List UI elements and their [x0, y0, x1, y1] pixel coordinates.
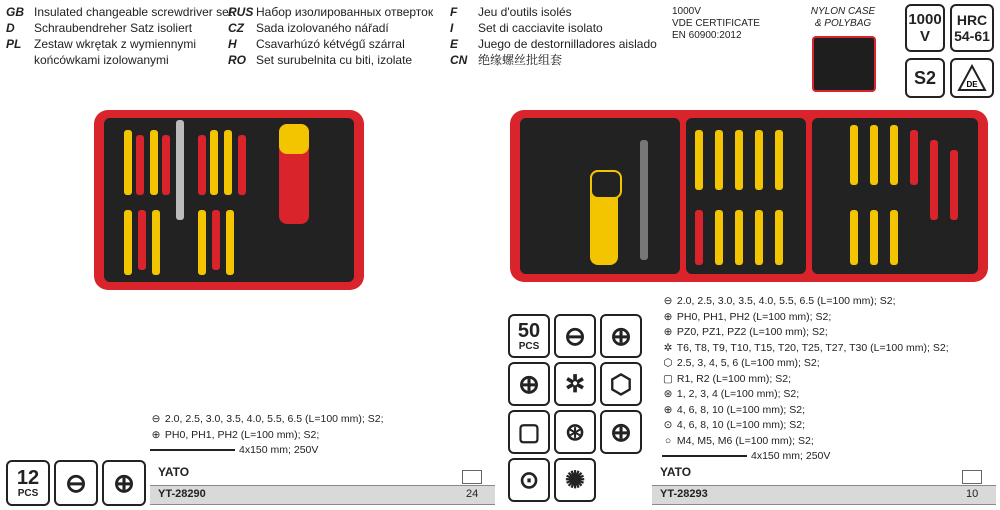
hrc-label: HRC — [956, 12, 988, 28]
spec-line — [662, 341, 949, 357]
hex-icon: ⬡ — [600, 362, 642, 406]
left-set-pouch-image — [94, 110, 364, 290]
vde-badge — [950, 58, 994, 98]
spec-line — [662, 372, 949, 388]
nylon-case-image — [812, 36, 876, 92]
lang-code: F — [450, 5, 458, 19]
xzn-icon: ✺ — [554, 458, 596, 502]
pozidriv-icon: ⊕ — [663, 326, 673, 338]
spec-text: M4, M5, M6 (L=100 mm); S2; — [676, 434, 814, 447]
spec-text: 2.5, 3, 4, 5, 6 (L=100 mm); S2; — [676, 357, 820, 369]
spec-text: T6, T8, T9, T10, T15, T20, T25, T27, T30 (L=100 mm); S2; — [676, 341, 949, 354]
box-icon — [462, 470, 482, 484]
circle-icon: ○ — [664, 434, 672, 447]
hrc-value: 54-61 — [954, 28, 990, 44]
product-code: YT-28290 — [158, 488, 206, 500]
steel-label: S2 — [913, 67, 937, 88]
lang-code: PL — [6, 37, 22, 51]
flat-icon: ⊖ — [663, 295, 673, 307]
spec-text: 1, 2, 3, 4 (L=100 mm); S2; — [676, 388, 800, 400]
spec-line — [662, 418, 949, 434]
voltage-value: 1000 — [908, 11, 942, 28]
left-product-bar — [150, 465, 495, 505]
phillips-head-icon: ⊕ — [600, 314, 642, 358]
spec-text: 4x150 mm; 250V — [239, 444, 319, 456]
left-count-badge — [6, 460, 50, 506]
lang-code: GB — [6, 5, 24, 19]
lang-code: D — [6, 21, 15, 35]
hrc-badge — [950, 4, 994, 52]
left-specs — [150, 412, 384, 459]
lang-text: Zestaw wkrętak z wymiennymi — [34, 37, 197, 51]
spec-text: PH0, PH1, PH2 (L=100 mm); S2; — [164, 428, 320, 441]
spec-text: 2.0, 2.5, 3.0, 3.5, 4.0, 5.5, 6.5 (L=100 mm); S2; — [676, 295, 896, 307]
lang-text: Csavarhúzó kétvégű szárral — [256, 37, 405, 51]
lang-code: I — [450, 21, 454, 35]
count-unit: PCS — [17, 487, 39, 499]
triwing-icon: ⊛ — [663, 388, 673, 400]
count-value: 12 — [16, 466, 40, 489]
vde-triangle-icon — [957, 64, 987, 92]
package-qty: 10 — [966, 488, 979, 500]
case-line: & POLYBAG — [814, 18, 872, 29]
lang-code: H — [228, 37, 237, 51]
product-code: YT-28293 — [660, 488, 708, 500]
spec-text: 4, 6, 8, 10 (L=100 mm); S2; — [676, 419, 806, 431]
right-count-badge — [508, 314, 550, 358]
triwing-icon: ⊛ — [554, 410, 596, 454]
tester-icon — [662, 455, 747, 457]
torx-icon: ✲ — [663, 341, 673, 354]
spec-line — [662, 434, 949, 450]
hex-icon: ⬡ — [663, 357, 673, 369]
cert-line: VDE CERTIFICATE — [672, 18, 760, 29]
spec-line — [662, 356, 949, 372]
lang-text: Набор изолированных отверток — [256, 5, 434, 19]
phillips-icon: ⊕ — [151, 428, 161, 441]
spec-text: 4, 6, 8, 10 (L=100 mm); S2; — [676, 403, 806, 416]
tester-icon — [150, 449, 235, 451]
yato-logo: YATO — [158, 465, 190, 479]
phillips-icon: ⊕ — [663, 310, 673, 323]
spec-line — [662, 325, 949, 341]
right-specs — [662, 294, 949, 465]
spec-text: R1, R2 (L=100 mm); S2; — [676, 372, 792, 385]
flat-icon: ⊖ — [151, 413, 161, 425]
spec-text: 4x150 mm; 250V — [751, 450, 831, 462]
spec-line — [662, 310, 949, 326]
lang-text: Juego de destornilladores aislado — [478, 37, 657, 51]
steel-badge — [905, 58, 945, 98]
flat-head-icon: ⊖ — [54, 460, 98, 506]
torx-icon: ✲ — [554, 362, 596, 406]
pozidriv-icon: ⊕ — [508, 362, 550, 406]
spec-line — [662, 387, 949, 403]
package-qty: 24 — [466, 488, 479, 500]
spanner-icon: ⊙ — [663, 419, 673, 431]
spec-line — [150, 428, 384, 444]
cross-icon: ⊕ — [663, 403, 673, 416]
spec-line — [662, 403, 949, 419]
lang-text: Sada izolovaného nářadí — [256, 21, 389, 35]
languages-mid — [228, 4, 433, 68]
lang-code: RO — [228, 53, 246, 67]
cross-icon: ⊕ — [600, 410, 642, 454]
square-icon: ▢ — [508, 410, 550, 454]
spec-line — [662, 294, 949, 310]
right-product-bar — [652, 465, 996, 505]
lang-text: Set di cacciavite isolato — [478, 21, 603, 35]
lang-text: końcówkami izolowanymi — [34, 53, 169, 67]
lang-code: CZ — [228, 21, 244, 35]
lang-text: Insulated changeable screwdriver set — [34, 5, 233, 19]
voltage-badge — [905, 4, 945, 52]
lang-code: RUS — [228, 5, 254, 19]
lang-text: Set surubelnita cu biti, izolate — [256, 53, 413, 67]
svg-text:DE: DE — [966, 80, 978, 89]
lang-text: 绝缘螺丝批组套 — [478, 53, 563, 67]
spec-text: 2.0, 2.5, 3.0, 3.5, 4.0, 5.5, 6.5 (L=100 mm); S2; — [164, 413, 384, 425]
spanner-icon: ⊙ — [508, 458, 550, 502]
right-set-pouch-image — [510, 110, 988, 282]
lang-code: E — [450, 37, 459, 51]
cert-line: EN 60900:2012 — [672, 30, 742, 41]
count-unit: PCS — [518, 340, 540, 352]
spec-line — [150, 443, 384, 459]
case-label — [810, 6, 876, 30]
languages-right — [450, 4, 657, 68]
spec-line — [662, 449, 949, 465]
certificate-info — [672, 6, 760, 42]
case-line: NYLON CASE — [810, 6, 876, 17]
languages-left — [6, 4, 232, 68]
spec-text: PH0, PH1, PH2 (L=100 mm); S2; — [676, 310, 832, 323]
box-icon — [962, 470, 982, 484]
spec-line — [150, 412, 384, 428]
cert-line: 1000V — [672, 6, 701, 17]
lang-text: Jeu d'outils isolés — [478, 5, 572, 19]
spec-text: PZ0, PZ1, PZ2 (L=100 mm); S2; — [676, 326, 828, 338]
lang-code: CN — [450, 53, 468, 67]
lang-text: Schraubendreher Satz isoliert — [34, 21, 193, 35]
voltage-unit: V — [919, 28, 930, 45]
square-icon: ▢ — [663, 372, 673, 385]
count-value: 50 — [517, 319, 541, 342]
phillips-head-icon: ⊕ — [102, 460, 146, 506]
yato-logo: YATO — [660, 465, 692, 479]
flat-head-icon: ⊖ — [554, 314, 596, 358]
